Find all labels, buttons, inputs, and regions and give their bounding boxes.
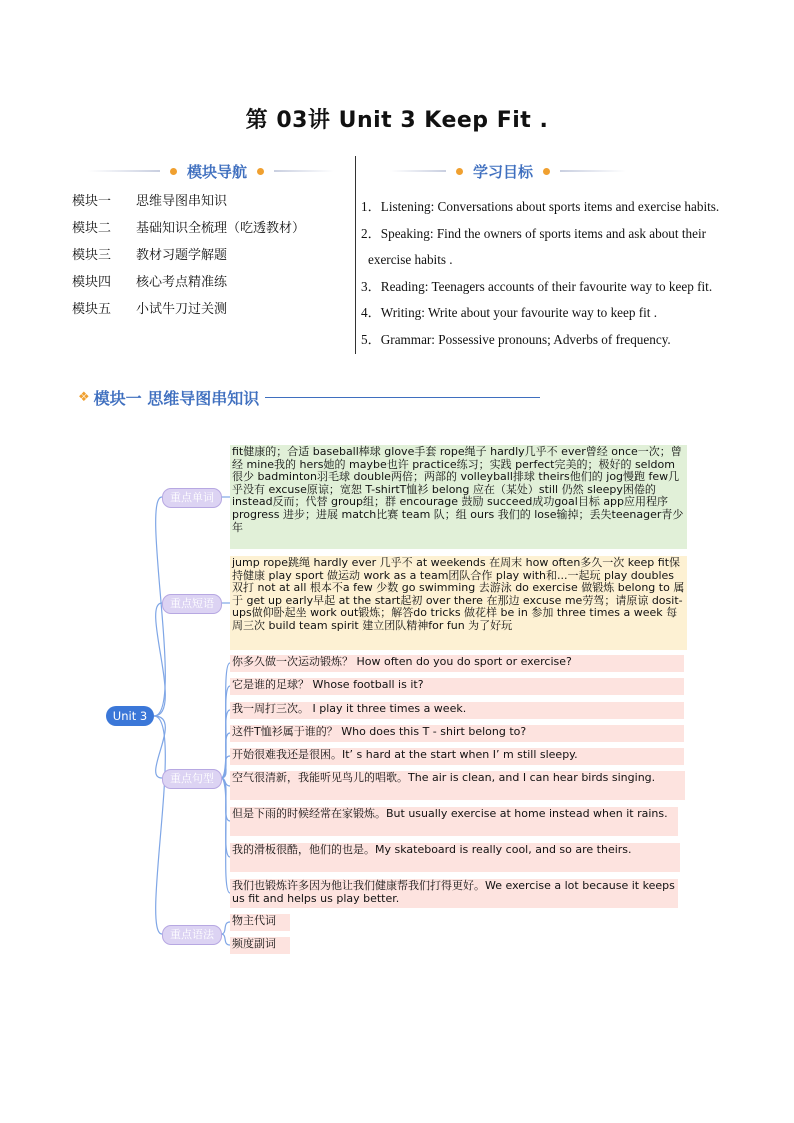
grammar-item: 频度副词 bbox=[230, 937, 290, 954]
sentence-item: 我一周打三次。 I play it three times a week. bbox=[230, 702, 684, 719]
branch-key-phrases: 重点短语 bbox=[162, 594, 222, 614]
connector bbox=[221, 778, 230, 893]
grammar-item: 物主代词 bbox=[230, 914, 290, 931]
sentence-item: 你多久做一次运动锻炼？ How often do you do sport or exercise? bbox=[230, 655, 684, 672]
nav-item-label: 基础知识全梳理（吃透教材） bbox=[136, 221, 306, 236]
goal-item: 2．Speaking: Find the owners of sports items and ask about their bbox=[361, 225, 707, 241]
lesson-title: 第 03讲 Unit 3 Keep Fit . bbox=[245, 108, 549, 133]
goal-item: 5．Grammar: Possessive pronouns; Adverbs of frequency. bbox=[361, 331, 671, 347]
branch-key-grammar: 重点语法 bbox=[162, 925, 222, 945]
nav-item-label: 小试牛刀过关测 bbox=[136, 302, 228, 317]
nav-item-label: 思维导图串知识 bbox=[136, 194, 228, 209]
sentence-item: 但是下雨的时候经常在家锻炼。But usually exercise at home instead when it rains. bbox=[230, 807, 678, 836]
connector bbox=[221, 756, 230, 778]
goal-item: exercise habits . bbox=[368, 252, 453, 267]
nav-item-key: 模块三 bbox=[72, 248, 112, 263]
sentence-item: 我们也锻炼许多因为他让我们健康帮我们打得更好。We exercise a lot because it keeps us fit and helps us play better. bbox=[230, 879, 678, 908]
nav-item-key: 模块二 bbox=[72, 221, 112, 236]
sentence-item: 开始很难我还是很困。It’ s hard at the start when I’ m still sleepy. bbox=[230, 748, 684, 765]
nav-item-key: 模块四 bbox=[72, 275, 112, 290]
diamond-icon: ❖ bbox=[78, 390, 90, 405]
goal-item: 3．Reading: Teenagers accounts of their favourite way to keep fit. bbox=[361, 278, 713, 294]
sentence-item: 这件T恤衫属于谁的？ Who does this T - shirt belong to? bbox=[230, 725, 684, 742]
nav-item-label: 教材习题学解题 bbox=[136, 248, 228, 263]
connector bbox=[221, 922, 230, 934]
mindmap-root: Unit 3 bbox=[106, 706, 154, 726]
nav-item-key: 模块一 bbox=[72, 194, 112, 209]
sentence-item: 空气很清新，我能听见鸟儿的唱歌。The air is clean, and I can hear birds singing. bbox=[230, 771, 685, 800]
key-phrases-box: jump rope跳绳 hardly ever 几乎不 at weekends 在周末 how often多久一次 keep fit保持健康 play sport 做运动 work as a team团队合作 play with和...一起玩 play doubles 双打 not at all 根本不a few 少数 go swimming 去游泳 do exercise 做锻炼 belong to 属于 get up early早起 at the start起初 over there 在那边 excuse me劳驾；请原谅 dosit-ups做仰卧起坐 work out锻炼；解答do tricks 做花样 be in 参加 three times a week 每周三次 build team spirit 建立团队精神for fun 为了好玩 bbox=[230, 556, 687, 650]
goal-item: 4．Writing: Write about your favourite way to keep fit . bbox=[361, 305, 658, 320]
branch-key-words: 重点单词 bbox=[162, 488, 222, 508]
connector bbox=[154, 716, 165, 934]
nav-heading: 模块导航 bbox=[187, 162, 248, 181]
sentence-item: 我的滑板很酷，他们的也是。My skateboard is really cool, and so are theirs. bbox=[230, 843, 680, 872]
connector bbox=[154, 716, 165, 778]
key-words-box: fit健康的；合适 baseball棒球 glove手套 rope绳子 hardly几乎不 ever曾经 once一次；曾经 mine我的 hers她的 maybe也许 practice练习；实践 perfect完美的；极好的 seldom很少 badminton羽毛球 double两倍；两部的 volleyball排球 theirs他们的 jog慢跑 few几乎没有 excuse原谅；宽恕 T-shirtT恤衫 belong 应在（某处）still 仍然 sleepy困倦的 instead反而；代替 group组；群 encourage 鼓励 succeed成功goal目标 app应用程序 progress 进步；进展 match比赛 team 队；组 ours 我们的 lose输掉；丢失teenager青少年 bbox=[230, 445, 687, 549]
goals-heading: 学习目标 bbox=[473, 162, 534, 181]
nav-item-key: 模块五 bbox=[72, 302, 112, 317]
sentence-item: 它是谁的足球？ Whose football is it? bbox=[230, 678, 684, 695]
branch-key-sentences: 重点句型 bbox=[162, 769, 222, 789]
goal-item: 1．Listening: Conversations about sports items and exercise habits. bbox=[361, 199, 720, 214]
module-one-heading: 模块一 思维导图串知识 bbox=[93, 389, 260, 408]
connector bbox=[221, 934, 230, 945]
nav-item-label: 核心考点精准练 bbox=[136, 275, 228, 290]
